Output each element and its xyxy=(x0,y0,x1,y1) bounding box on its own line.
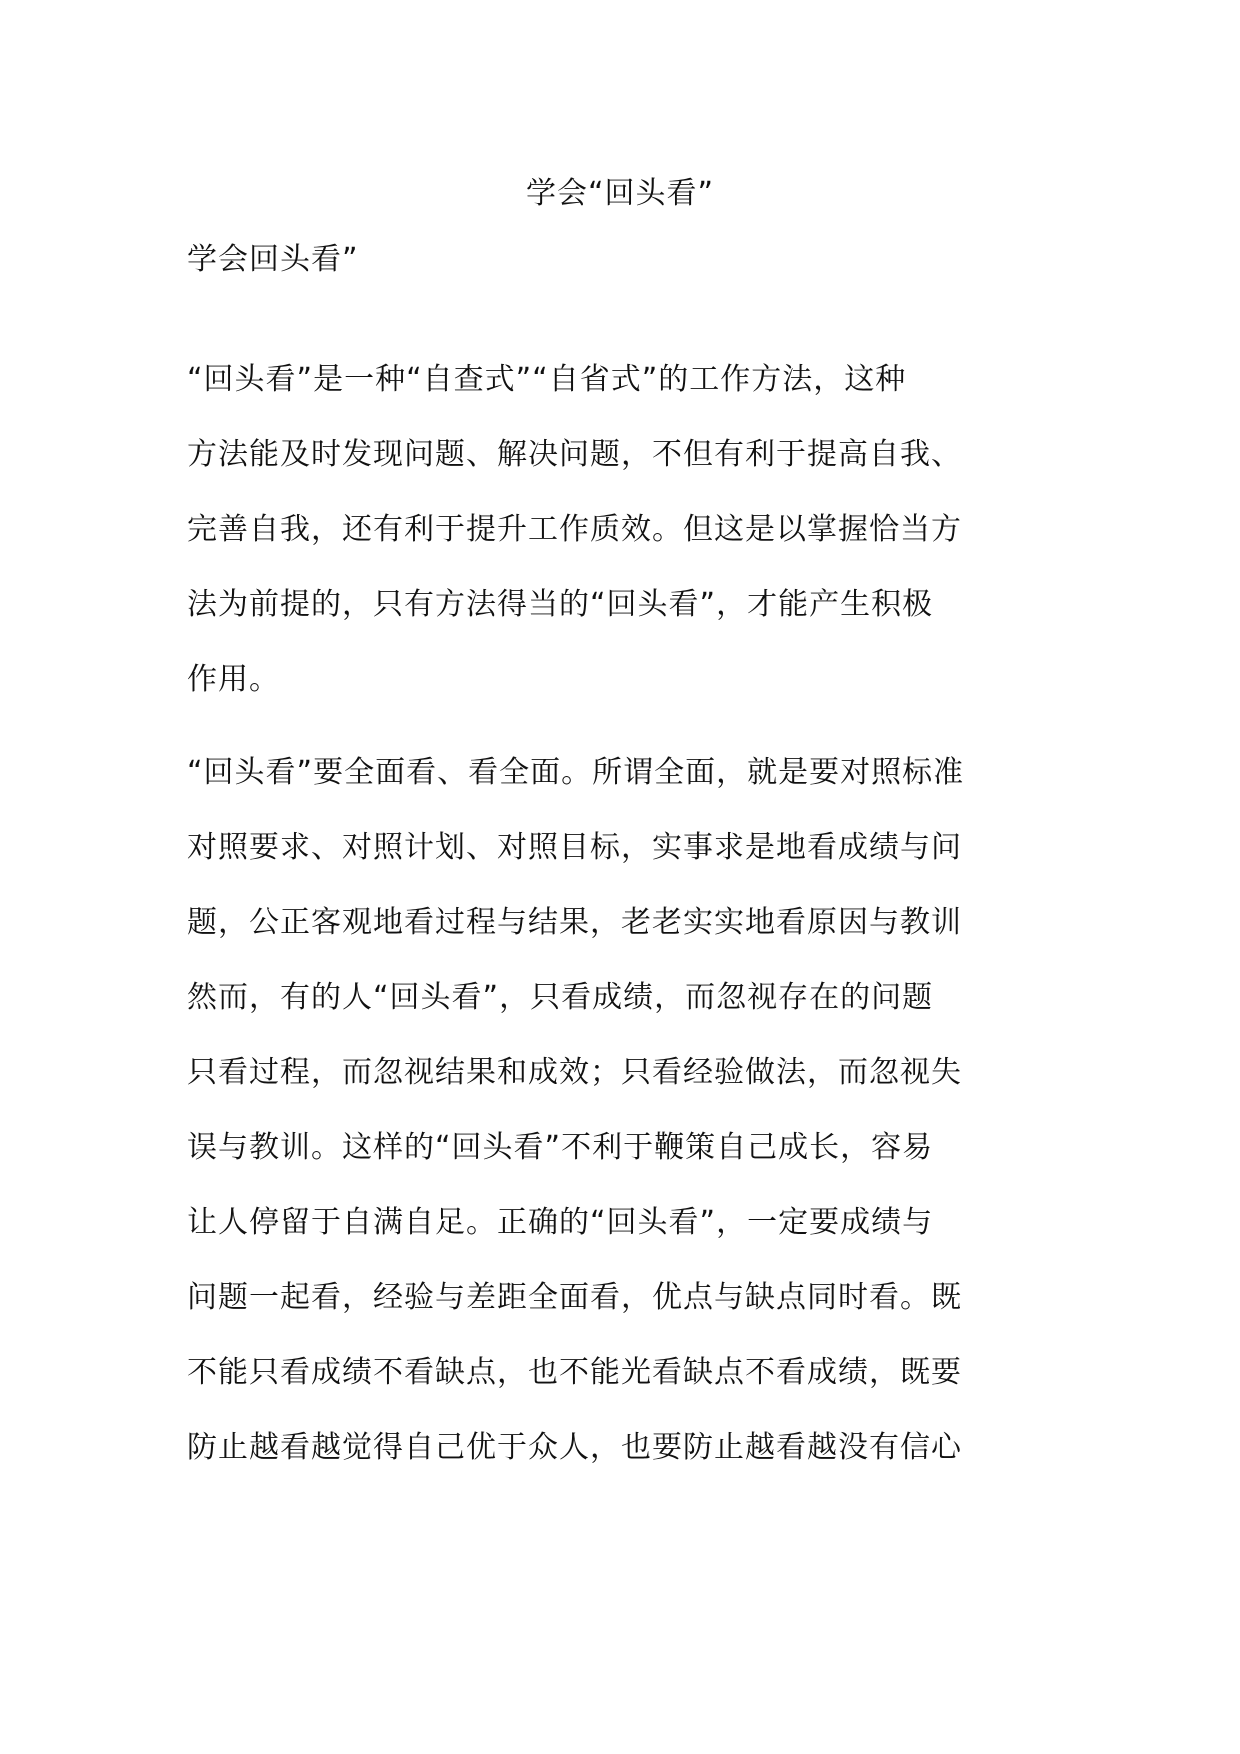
document-title: 学会“回头看” xyxy=(525,176,715,211)
document-body xyxy=(187,358,1057,1501)
text-line: 完善自我，还有利于提升工作质效。但这是以掌握恰当方 xyxy=(187,512,962,547)
document-subtitle: 学会回头看” xyxy=(187,242,359,277)
text-line: 对照要求、对照计划、对照目标，实事求是地看成绩与问 xyxy=(187,830,962,865)
text-line: 不能只看成绩不看缺点，也不能光看缺点不看成绩，既要 xyxy=(187,1355,962,1390)
text-line: 误与教训。这样的“回头看”不利于鞭策自己成长，容易 xyxy=(187,1130,934,1165)
text-line: “回头看”是一种“自查式”“自省式”的工作方法，这种 xyxy=(187,362,907,397)
text-line: 然而，有的人“回头看”，只看成绩，而忽视存在的问题 xyxy=(187,980,934,1015)
text-line: 防止越看越觉得自己优于众人，也要防止越看越没有信心 xyxy=(187,1430,962,1465)
text-line: 方法能及时发现问题、解决问题，不但有利于提高自我、 xyxy=(187,437,962,472)
text-line: “回头看”要全面看、看全面。所谓全面，就是要对照标准 xyxy=(187,755,965,790)
paragraph-spacer xyxy=(187,733,1057,751)
text-line: 题，公正客观地看过程与结果，老老实实地看原因与教训 xyxy=(187,905,962,940)
text-line: 只看过程，而忽视结果和成效；只看经验做法，而忽视失 xyxy=(187,1055,962,1090)
text-line: 让人停留于自满自足。正确的“回头看”，一定要成绩与 xyxy=(187,1205,934,1240)
text-line: 作用。 xyxy=(187,662,280,697)
paragraph-1 xyxy=(187,358,1057,733)
text-line: 问题一起看，经验与差距全面看，优点与缺点同时看。既 xyxy=(187,1280,962,1315)
paragraph-2 xyxy=(187,751,1057,1501)
text-line: 法为前提的，只有方法得当的“回头看”，才能产生积极 xyxy=(187,587,934,622)
